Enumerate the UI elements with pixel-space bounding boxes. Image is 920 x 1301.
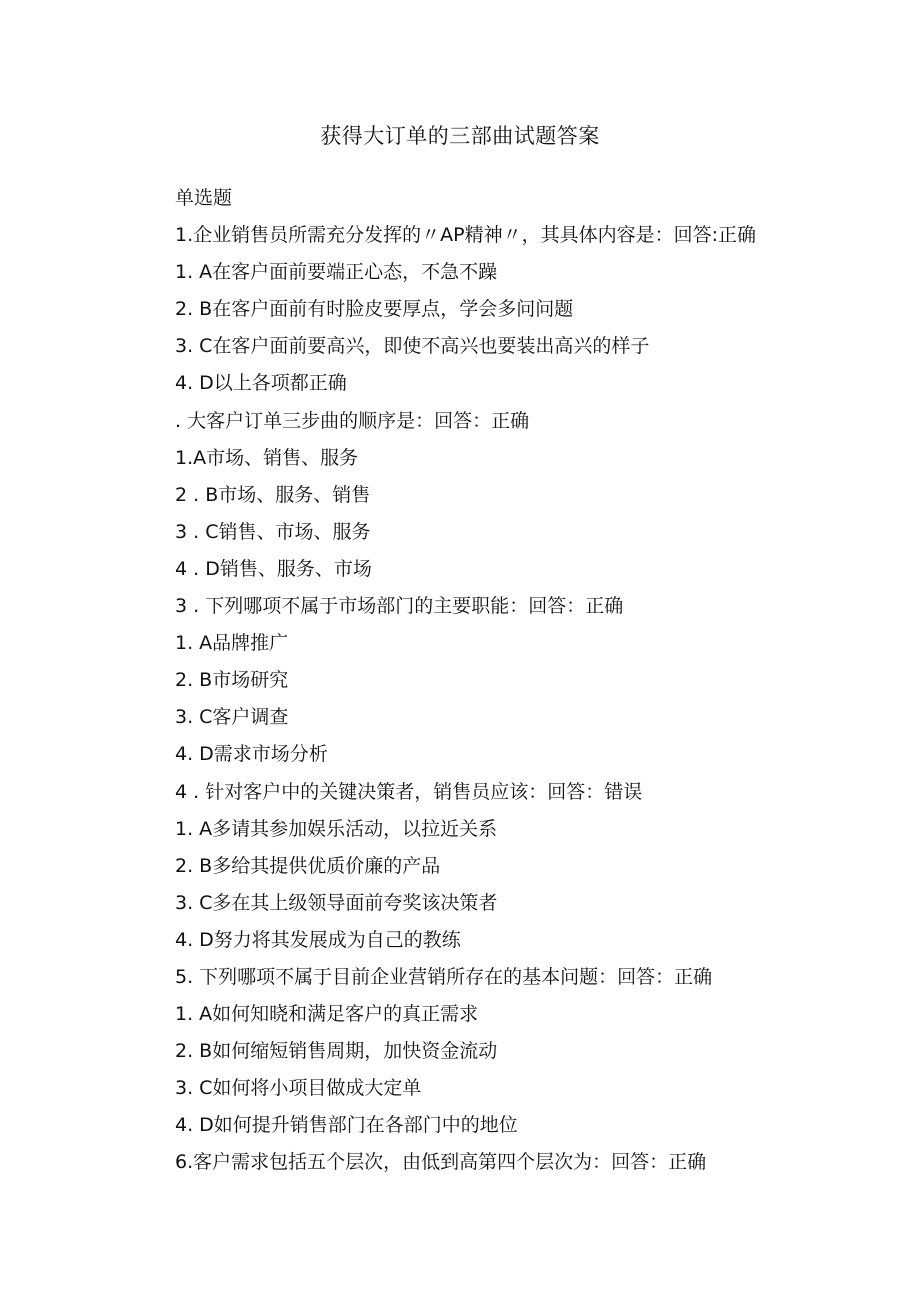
question-3-option-b: 2. B市场研究 <box>175 669 289 692</box>
question-3: 3 . 下列哪项不属于市场部门的主要职能：回答：正确 <box>175 595 624 618</box>
question-4-option-d: 4. D努力将其发展成为自己的教练 <box>175 928 461 951</box>
question-1-option-b: 2. B在客户面前有时脸皮要厚点，学会多问问题 <box>175 298 574 321</box>
question-6: 6.客户需求包括五个层次，由低到高第四个层次为：回答：正确 <box>175 1151 707 1174</box>
document-title: 获得大订单的三部曲试题答案 <box>320 124 600 148</box>
question-1-option-a: 1. A在客户面前要端正心态，不急不躁 <box>175 261 498 284</box>
question-5-option-b: 2. B如何缩短销售周期，加快资金流动 <box>175 1040 498 1063</box>
question-2: . 大客户订单三步曲的顺序是：回答：正确 <box>175 409 530 432</box>
question-2-option-a: 1.A市场、销售、服务 <box>175 446 359 469</box>
question-2-option-d: 4 . D销售、服务、市场 <box>175 557 372 580</box>
question-4-option-b: 2. B多给其提供优质价廉的产品 <box>175 854 441 877</box>
question-1-option-c: 3. C在客户面前要高兴，即使不高兴也要装出高兴的样子 <box>175 335 650 358</box>
question-4-option-c: 3. C多在其上级领导面前夸奖该决策者 <box>175 891 498 914</box>
question-2-option-b: 2 . B市场、服务、销售 <box>175 483 371 506</box>
question-4-option-a: 1. A多请其参加娱乐活动，以拉近关系 <box>175 817 498 840</box>
question-1-option-d: 4. D以上各项都正确 <box>175 372 347 395</box>
question-5-option-a: 1. A如何知晓和满足客户的真正需求 <box>175 1003 479 1026</box>
question-1: 1.企业销售员所需充分发挥的〃AP精神〃，其具体内容是：回答:正确 <box>175 224 756 247</box>
question-3-option-a: 1. A品牌推广 <box>175 632 289 655</box>
document-body <box>175 180 875 1182</box>
question-2-option-c: 3 . C销售、市场、服务 <box>175 520 371 543</box>
section-heading: 单选题 <box>175 187 233 209</box>
question-3-option-d: 4. D需求市场分析 <box>175 743 328 766</box>
question-5: 5. 下列哪项不属于目前企业营销所存在的基本问题：回答：正确 <box>175 965 713 988</box>
question-3-option-c: 3. C客户调查 <box>175 706 289 729</box>
question-4: 4 . 针对客户中的关键决策者，销售员应该：回答：错误 <box>175 780 643 803</box>
question-5-option-d: 4. D如何提升销售部门在各部门中的地位 <box>175 1114 518 1137</box>
question-5-option-c: 3. C如何将小项目做成大定单 <box>175 1077 422 1100</box>
